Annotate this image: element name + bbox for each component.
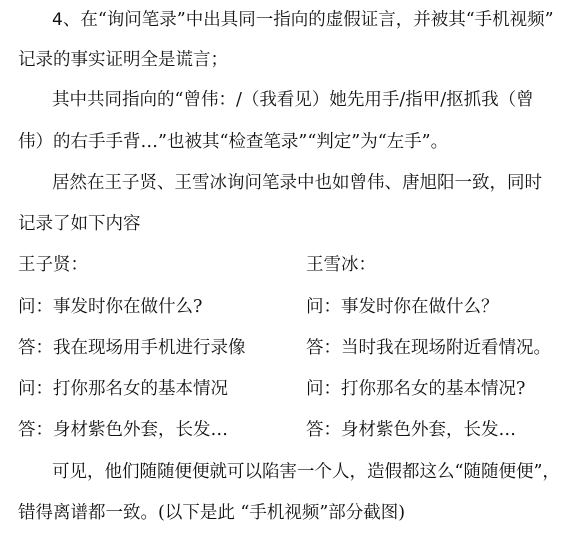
- left-answer-1: 答：我在现场用手机进行录像: [18, 338, 246, 358]
- paragraph-4-line-2: 错得离谱都一致。(以下是此 “手机视频”部分截图): [18, 503, 406, 523]
- left-question-1: 问：事发时你在做什么?: [18, 297, 203, 317]
- paragraph-4-line-1: 可见，他们随随便便就可以陷害一个人，造假都这么“随随便便”，: [52, 462, 560, 482]
- left-question-2: 问：打你那名女的基本情况: [18, 379, 228, 399]
- paragraph-3-line-1: 居然在王子贤、王雪冰询问笔录中也如曾伟、唐旭阳一致，同时: [52, 173, 542, 193]
- right-question-1: 问：事发时你在做什么？: [306, 297, 499, 317]
- item-number: 4: [52, 10, 63, 30]
- right-question-2: 问：打你那名女的基本情况?: [306, 379, 526, 399]
- paragraph-3-line-2: 记录了如下内容: [18, 214, 141, 234]
- paragraph-1-line-1: [52, 8, 572, 32]
- right-witness-name: 王雪冰：: [306, 255, 376, 275]
- paragraph-2-line-2: 伟）的右手手背…”也被其“检查笔录”“判定”为“左手”。: [18, 132, 449, 152]
- right-answer-1: 答：当时我在现场附近看情况。: [306, 338, 551, 358]
- paragraph-2-line-1: 其中共同指向的“曾伟：/（我看见）她先用手/指甲/抠抓我（曾: [52, 90, 534, 110]
- right-answer-2: 答：身材紫色外套，长发…: [306, 420, 516, 440]
- left-witness-name: 王子贤：: [18, 255, 88, 275]
- left-answer-2: 答：身材紫色外套，长发…: [18, 420, 228, 440]
- paragraph-1-line-1-text: 、在“询问笔录”中出具同一指向的虚假证言，并被其“手机视频”: [62, 10, 554, 30]
- paragraph-1-line-2: 记录的事实证明全是谎言；: [18, 50, 228, 70]
